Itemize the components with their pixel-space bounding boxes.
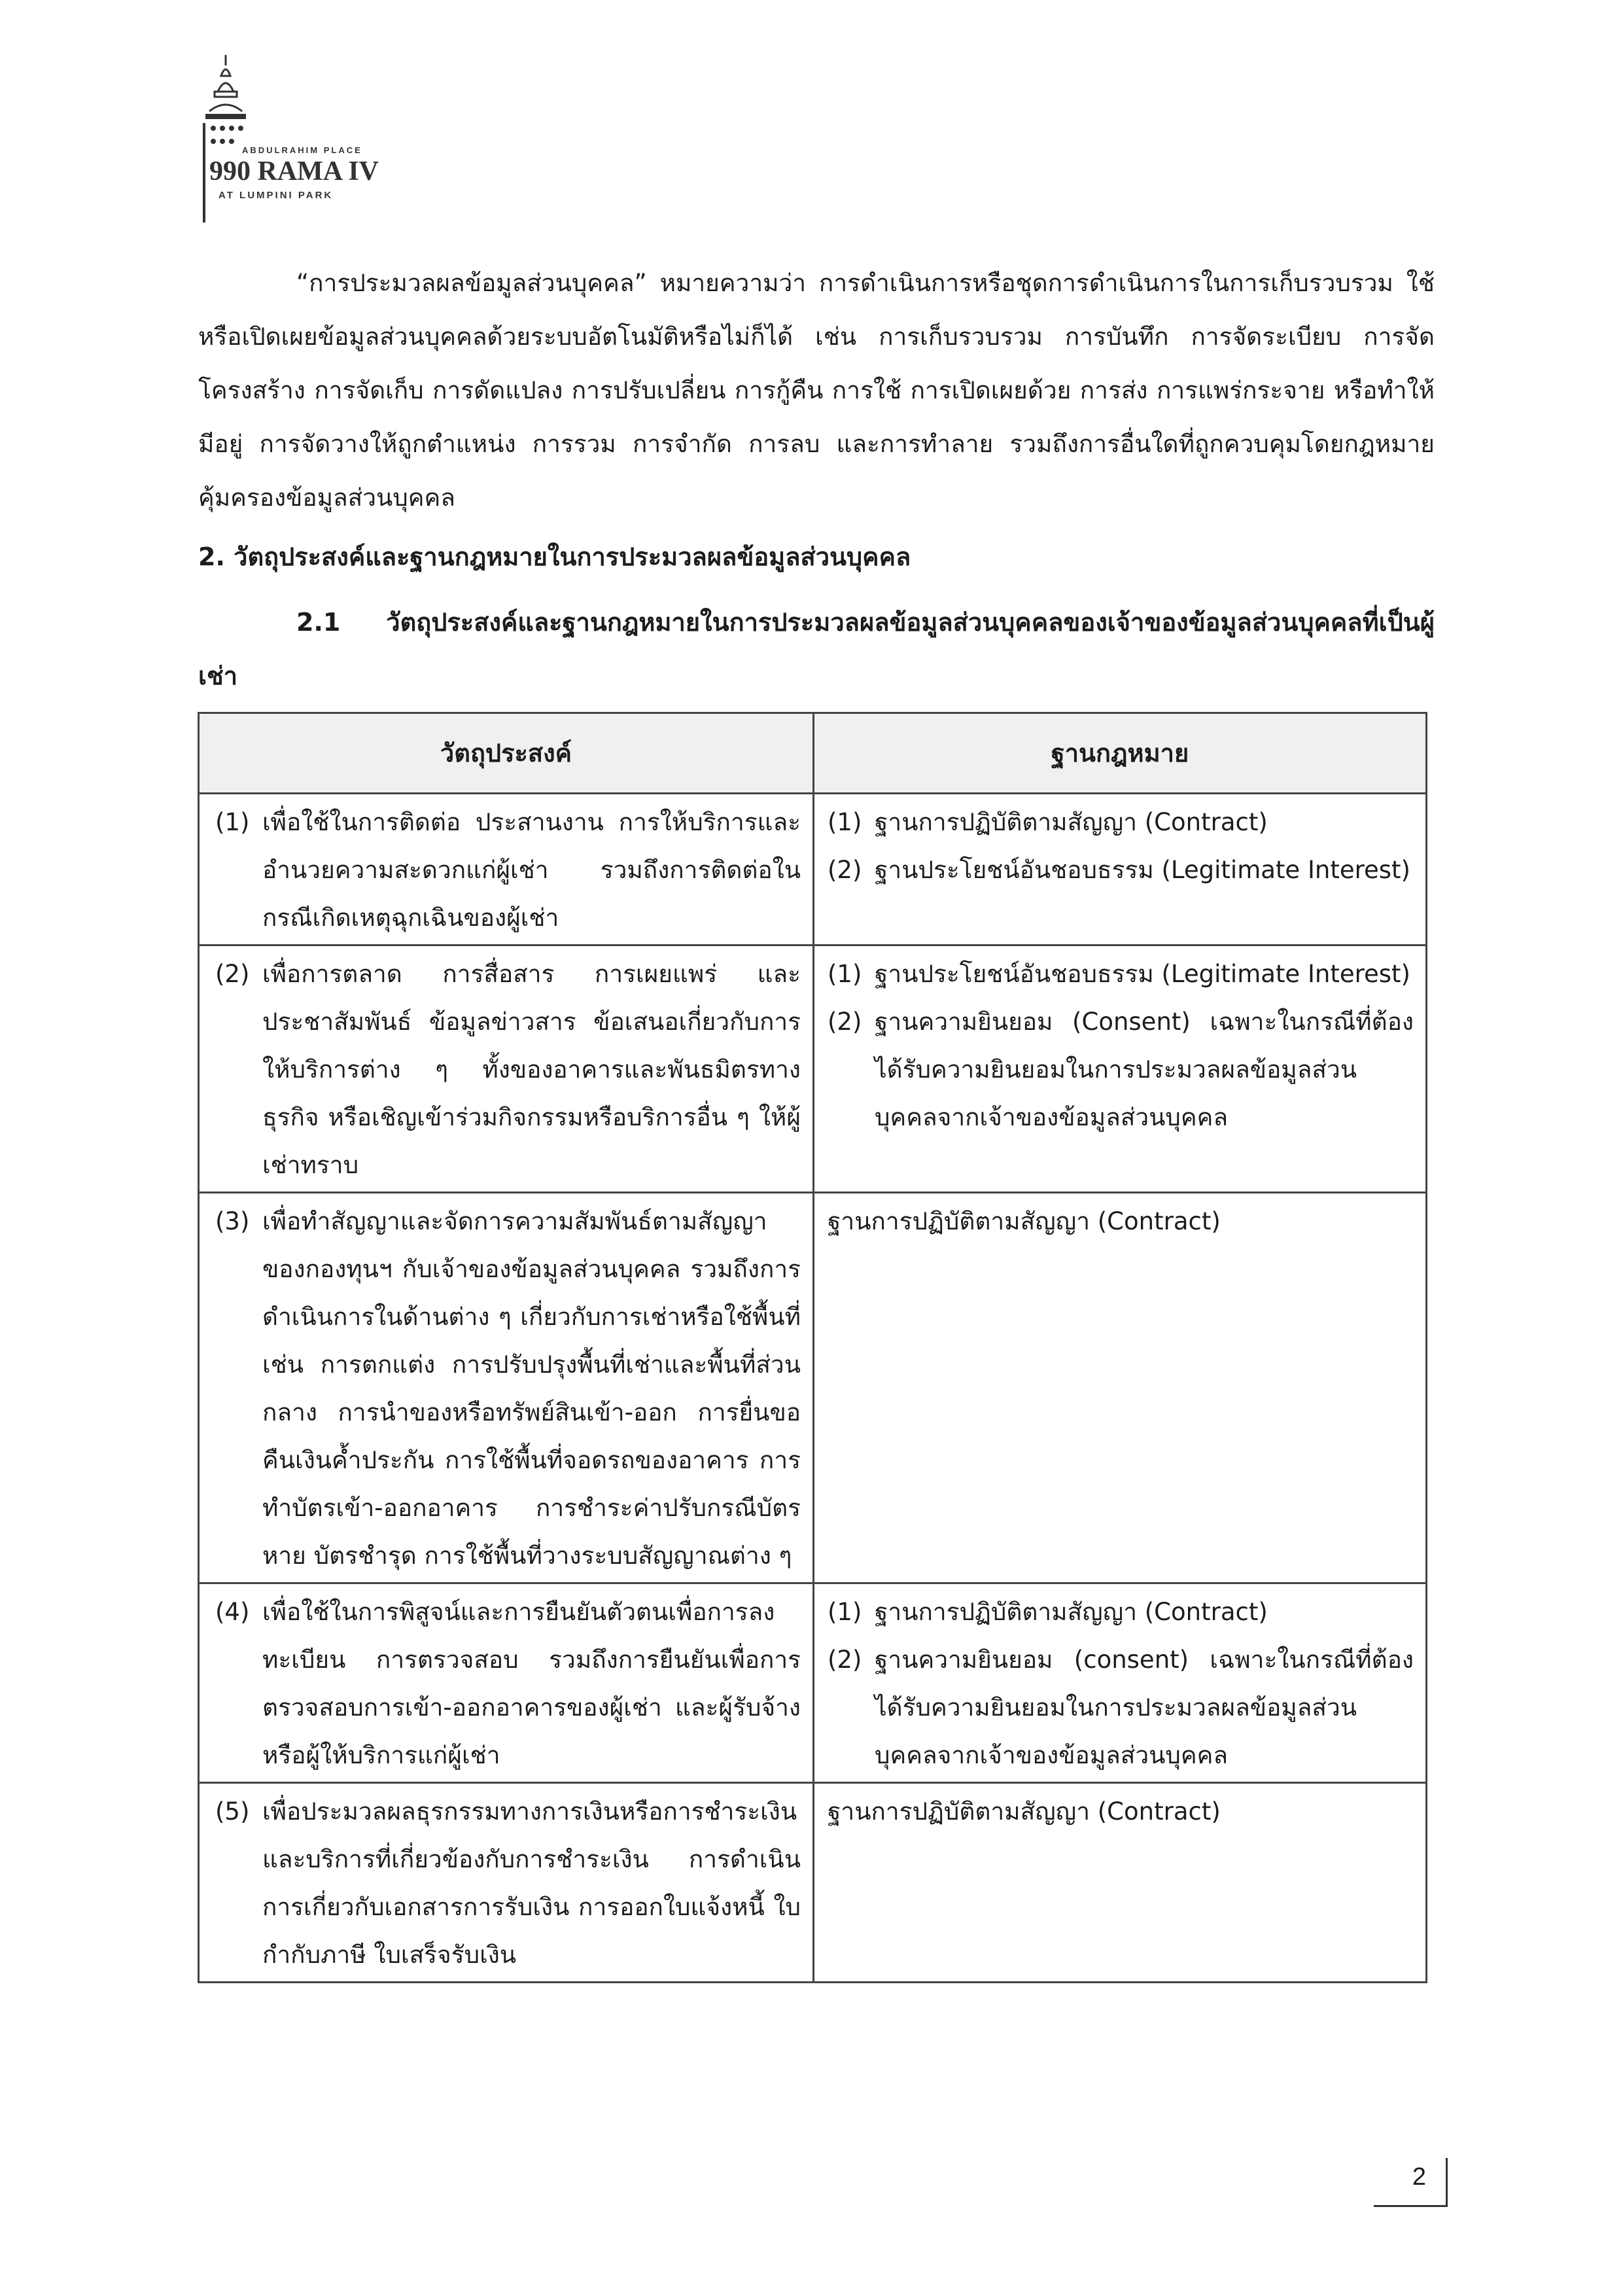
basis-text: ฐานความยินยอม (Consent) เฉพาะในกรณีที่ต้องได้รับความยินยอมในการประมวลผลข้อมูลส่วนบุคคลจากเจ้าของข้อมูลส่วนบุคคล — [875, 1008, 1414, 1131]
purpose-text: เพื่อการตลาด การสื่อสาร การเผยแพร่ และประชาสัมพันธ์ ข้อมูลข่าวสาร ข้อเสนอเกี่ยวกับการให้บริการต่าง ๆ ทั้งของอาคารและพันธมิตรทางธุรกิจ หรือเชิญเข้าร่วมกิจกรรมหรือบริการอื่น ๆ ให้ผู้เช่าทราบ — [262, 960, 801, 1179]
purpose-number: (1) — [215, 808, 250, 836]
logo-text-bottom: AT LUMPINI PARK — [218, 190, 334, 201]
table-row — [199, 945, 1427, 1193]
purpose-text: เพื่อทำสัญญาและจัดการความสัมพันธ์ตามสัญญาของกองทุนฯ กับเจ้าของข้อมูลส่วนบุคคล รวมถึงการดำเนินการในด้านต่าง ๆ เกี่ยวกับการเช่าหรือใช้พื้นที่ เช่น การตกแต่ง การปรับปรุงพื้นที่เช่าและพื้นที่ส่วนกลาง การนำของหรือทรัพย์สินเข้า-ออก การยื่นขอคืนเงินค้ำประกัน การใช้พื้นที่จอดรถของอาคาร การทำบัตรเข้า-ออกอาคาร การชำระค่าปรับกรณีบัตรหาย บัตรชำรุด การใช้พื้นที่วางระบบสัญญาณต่าง ๆ — [262, 1207, 801, 1570]
purpose-number: (2) — [215, 960, 250, 988]
basis-number: (1) — [828, 960, 862, 988]
basis-text: ฐานประโยชน์อันชอบธรรม (Legitimate Interest) — [875, 856, 1410, 884]
basis-number: (1) — [828, 808, 862, 836]
table-row — [199, 1193, 1427, 1583]
purpose-text: เพื่อใช้ในการพิสูจน์และการยืนยันตัวตนเพื่อการลงทะเบียน การตรวจสอบ รวมถึงการยืนยันเพื่อการตรวจสอบการเข้า-ออกอาคารของผู้เช่า และผู้รับจ้างหรือผู้ให้บริการแก่ผู้เช่า — [262, 1598, 801, 1769]
building-logo — [196, 51, 393, 228]
section-2-1-heading: 2.1 วัตถุประสงค์และฐานกฎหมายในการประมวลผลข้อมูลส่วนบุคคลของเจ้าของข้อมูลส่วนบุคคลที่เป็นผู้เช่า — [198, 608, 1435, 690]
basis-number: (2) — [828, 1008, 862, 1036]
definition-paragraph: “การประมวลผลข้อมูลส่วนบุคคล” หมายความว่า การดำเนินการหรือชุดการดำเนินการในการเก็บรวบรวม ใช้ หรือเปิดเผยข้อมูลส่วนบุคคลด้วยระบบอัตโนมัติหรือไม่ก็ได้ เช่น การเก็บรวบรวม การบันทึก การจัดระเบียบ การจัดโครงสร้าง การจัดเก็บ การดัดแปลง การปรับเปลี่ยน การกู้คืน การใช้ การเปิดเผยด้วย การส่ง การแพร่กระจาย หรือทำให้มีอยู่ การจัดวางให้ถูกตำแหน่ง การรวม การจำกัด การลบ และการทำลาย รวมถึงการอื่นใดที่ถูกควบคุมโดยกฎหมายคุ้มครองข้อมูลส่วนบุคคล — [198, 269, 1435, 512]
purpose-cell — [199, 1783, 814, 1983]
basis-text: ฐานประโยชน์อันชอบธรรม (Legitimate Interest) — [875, 960, 1410, 988]
purpose-cell — [199, 1193, 814, 1583]
purpose-text: เพื่อประมวลผลธุรกรรมทางการเงินหรือการชำระเงิน และบริการที่เกี่ยวข้องกับการชำระเงิน การดำเนินการเกี่ยวกับเอกสารการรับเงิน การออกใบแจ้งหนี้ ใบกำกับภาษี ใบเสร็จรับเงิน — [262, 1797, 801, 1969]
purpose-cell — [199, 794, 814, 945]
logo-text-top: ABDULRAHIM PLACE — [242, 145, 362, 155]
purpose-basis-table — [198, 712, 1427, 1983]
purpose-number: (5) — [215, 1797, 250, 1826]
basis-cell — [814, 1193, 1427, 1583]
table-row — [199, 1583, 1427, 1783]
basis-number: (2) — [828, 1646, 862, 1674]
table-row — [199, 1783, 1427, 1983]
basis-text: ฐานการปฏิบัติตามสัญญา (Contract) — [828, 1207, 1221, 1235]
basis-number: (2) — [828, 856, 862, 884]
section-2-heading: 2. วัตถุประสงค์และฐานกฎหมายในการประมวลผลข้อมูลส่วนบุคคล — [198, 542, 911, 571]
basis-text: ฐานการปฏิบัติตามสัญญา (Contract) — [875, 1598, 1268, 1626]
purpose-text: เพื่อใช้ในการติดต่อ ประสานงาน การให้บริการและอำนวยความสะดวกแก่ผู้เช่า รวมถึงการติดต่อในกรณีเกิดเหตุฉุกเฉินของผู้เช่า — [262, 808, 801, 932]
basis-cell — [814, 945, 1427, 1193]
page-number: 2 — [1412, 2163, 1426, 2191]
header-purpose: วัตถุประสงค์ — [199, 713, 814, 794]
table-header-row — [199, 713, 1427, 794]
basis-cell — [814, 1783, 1427, 1983]
page-number-box — [1374, 2158, 1448, 2207]
logo-text-main: 990 RAMA IV — [209, 156, 379, 186]
purpose-cell — [199, 945, 814, 1193]
purpose-number: (4) — [215, 1598, 250, 1626]
header-basis: ฐานกฎหมาย — [814, 713, 1427, 794]
basis-text: ฐานความยินยอม (consent) เฉพาะในกรณีที่ต้องได้รับความยินยอมในการประมวลผลข้อมูลส่วนบุคคลจากเจ้าของข้อมูลส่วนบุคคล — [875, 1646, 1414, 1769]
basis-cell — [814, 1583, 1427, 1783]
purpose-cell — [199, 1583, 814, 1783]
basis-cell — [814, 794, 1427, 945]
purpose-number: (3) — [215, 1207, 250, 1235]
basis-text: ฐานการปฏิบัติตามสัญญา (Contract) — [828, 1797, 1221, 1826]
table-row — [199, 794, 1427, 945]
basis-number: (1) — [828, 1598, 862, 1626]
tower-icon — [196, 51, 393, 228]
basis-text: ฐานการปฏิบัติตามสัญญา (Contract) — [875, 808, 1268, 836]
